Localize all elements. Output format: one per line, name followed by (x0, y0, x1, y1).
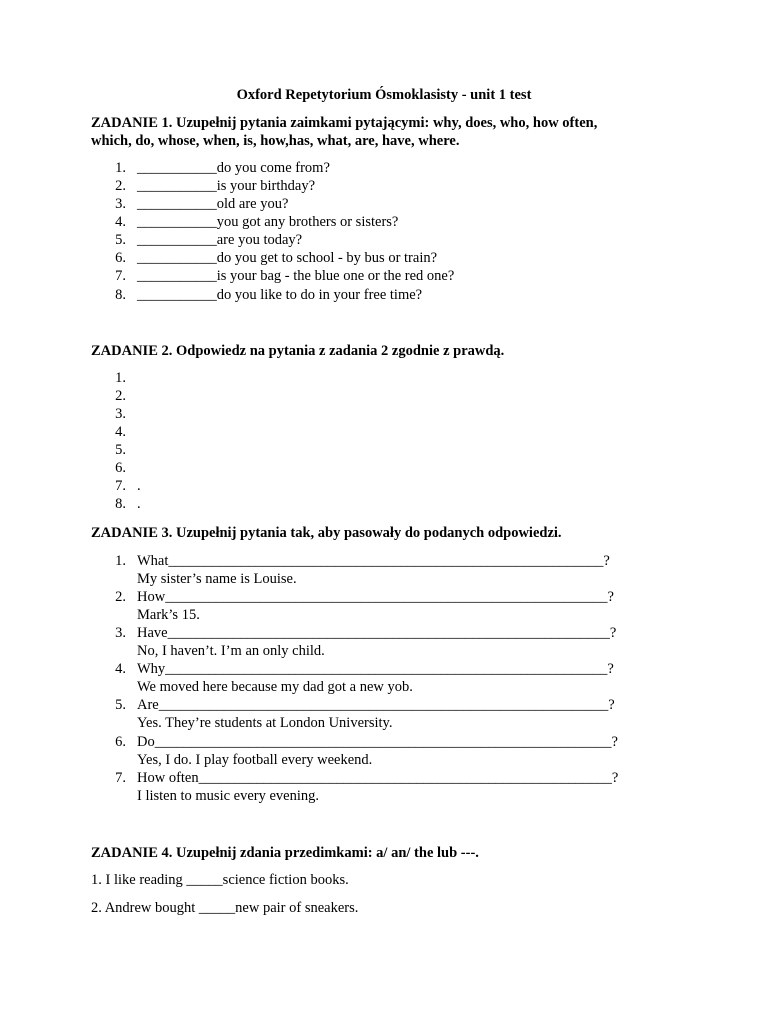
list-item-number: 1. (115, 370, 126, 386)
answer-line: My sister’s name is Louise. (137, 571, 297, 587)
list-item: . (137, 496, 141, 512)
answer-line: I listen to music every evening. (137, 788, 320, 804)
task4-heading: ZADANIE 4. Uzupełnij zdania przedimkami: a/ an/ the lub ---. (91, 845, 479, 861)
task2-heading: ZADANIE 2. Odpowiedz na pytania z zadania 2 zgodnie z prawdą. (91, 343, 505, 359)
answer-line: Mark’s 15. (137, 607, 200, 623)
list-item-number: 7. (115, 770, 126, 786)
list-item: ___________you got any brothers or sisters? (137, 214, 399, 230)
list-item-number: 8. (115, 287, 126, 303)
task3-heading: ZADANIE 3. Uzupełnij pytania tak, aby pasowały do podanych odpowiedzi. (91, 525, 562, 541)
list-item-number: 3. (115, 625, 126, 641)
list-item-number: 6. (115, 460, 126, 476)
list-item: ___________are you today? (137, 232, 303, 248)
list-item: ___________is your bag - the blue one or the red one? (137, 268, 455, 284)
list-item: ___________do you get to school - by bus or train? (137, 250, 438, 266)
question-line: What____________________________________________________________? (137, 553, 610, 569)
list-item-number: 4. (115, 424, 126, 440)
answer-line: Yes, I do. I play football every weekend. (137, 752, 373, 768)
list-item: ___________old are you? (137, 196, 289, 212)
document-title: Oxford Repetytorium Ósmoklasisty - unit 1 test (236, 87, 532, 103)
question-line: How often_________________________________________________________? (137, 770, 619, 786)
list-item-number: 2. (115, 589, 126, 605)
answer-line: No, I haven’t. I’m an only child. (137, 643, 325, 659)
list-item-number: 3. (115, 406, 126, 422)
list-item-number: 6. (115, 250, 126, 266)
task1-heading-line1: ZADANIE 1. Uzupełnij pytania zaimkami pytającymi: why, does, who, how often, (91, 115, 598, 131)
list-item: ___________do you come from? (137, 160, 330, 176)
list-item: . (137, 478, 141, 494)
list-item-number: 3. (115, 196, 126, 212)
list-item-number: 5. (115, 232, 126, 248)
list-item-number: 7. (115, 478, 126, 494)
answer-line: We moved here because my dad got a new yob. (137, 679, 413, 695)
list-item-number: 2. (115, 178, 126, 194)
list-item-number: 5. (115, 697, 126, 713)
list-item-number: 4. (115, 661, 126, 677)
answer-line: Yes. They’re students at London University. (137, 715, 393, 731)
list-item: 1. I like reading _____science fiction books. (91, 872, 349, 888)
list-item-number: 8. (115, 496, 126, 512)
list-item: ___________do you like to do in your free time? (137, 287, 423, 303)
question-line: How_____________________________________________________________? (137, 589, 614, 605)
list-item-number: 2. (115, 388, 126, 404)
task1-heading-line2: which, do, whose, when, is, how,has, what, are, have, where. (91, 133, 460, 149)
list-item-number: 1. (115, 160, 126, 176)
list-item-number: 7. (115, 268, 126, 284)
list-item: ___________is your birthday? (137, 178, 316, 194)
question-line: Why_____________________________________________________________? (137, 661, 614, 677)
list-item-number: 5. (115, 442, 126, 458)
list-item: 2. Andrew bought _____new pair of sneakers. (91, 900, 359, 916)
list-item-number: 4. (115, 214, 126, 230)
list-item-number: 6. (115, 734, 126, 750)
question-line: Do_______________________________________________________________? (137, 734, 618, 750)
question-line: Are______________________________________________________________? (137, 697, 615, 713)
list-item-number: 1. (115, 553, 126, 569)
question-line: Have_____________________________________________________________? (137, 625, 617, 641)
